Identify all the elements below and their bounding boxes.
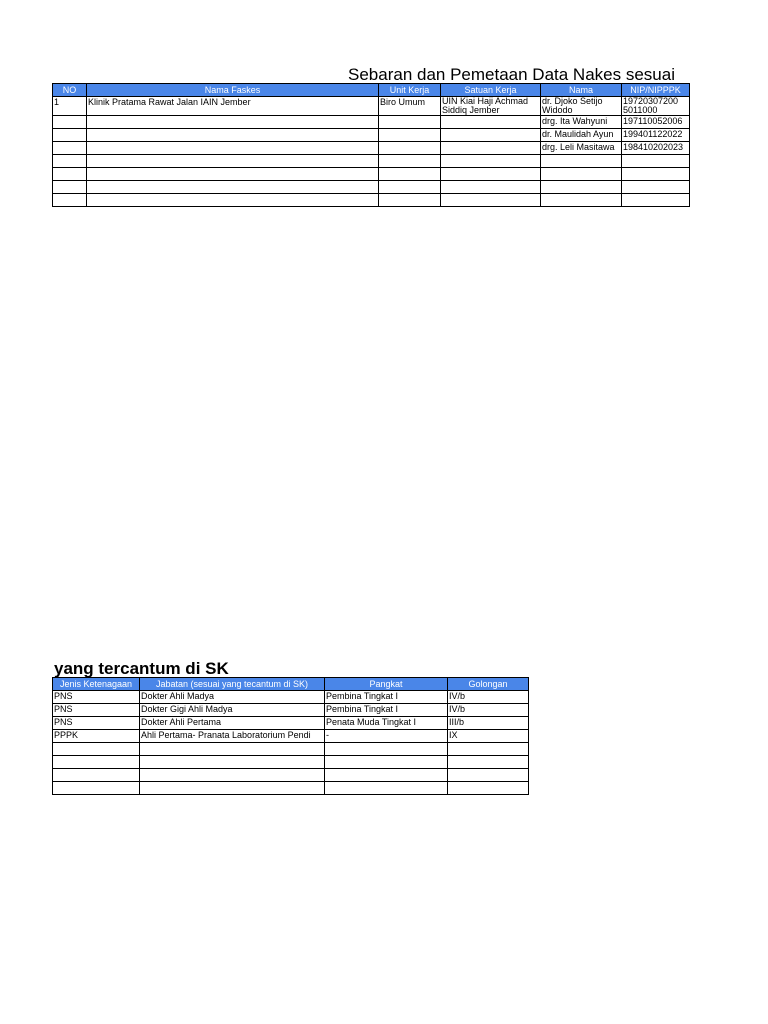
- header-satuan-kerja[interactable]: Satuan Kerja: [441, 84, 541, 97]
- table-cell[interactable]: [53, 155, 87, 168]
- table-cell[interactable]: [379, 181, 441, 194]
- table-row: [53, 168, 690, 181]
- table-cell[interactable]: [87, 168, 379, 181]
- table-cell[interactable]: dr. Djoko Setijo Widodo: [541, 97, 622, 116]
- table-cell[interactable]: IX: [448, 730, 529, 743]
- table-cell[interactable]: [53, 769, 140, 782]
- table-cell[interactable]: [87, 142, 379, 155]
- table-cell[interactable]: UIN Kiai Haji Achmad Siddiq Jember: [441, 97, 541, 116]
- table-cell[interactable]: [541, 168, 622, 181]
- header-nama-faskes[interactable]: Nama Faskes: [87, 84, 379, 97]
- table-cell[interactable]: [53, 743, 140, 756]
- table-cell[interactable]: [325, 769, 448, 782]
- table-cell[interactable]: [53, 756, 140, 769]
- table-header-row: [53, 84, 690, 97]
- table-cell[interactable]: [53, 129, 87, 142]
- table-row: [53, 116, 690, 129]
- table-cell[interactable]: Pembina Tingkat I: [325, 691, 448, 704]
- table-cell[interactable]: [441, 194, 541, 207]
- table-cell[interactable]: [448, 782, 529, 795]
- table-row: [53, 97, 690, 116]
- table-cell[interactable]: PPPK: [53, 730, 140, 743]
- table-cell[interactable]: [441, 142, 541, 155]
- table-cell[interactable]: [87, 116, 379, 129]
- table-cell[interactable]: [53, 142, 87, 155]
- table-header-row: [53, 678, 529, 691]
- table-cell[interactable]: [448, 769, 529, 782]
- table-cell[interactable]: [441, 129, 541, 142]
- table-cell[interactable]: [448, 743, 529, 756]
- table-cell[interactable]: [448, 756, 529, 769]
- table-row: [53, 155, 690, 168]
- table-cell[interactable]: [441, 181, 541, 194]
- table-cell[interactable]: Dokter Ahli Pertama: [140, 717, 325, 730]
- table-row: [53, 743, 529, 756]
- table-cell[interactable]: IV/b: [448, 704, 529, 717]
- table-cell[interactable]: [325, 756, 448, 769]
- table-cell[interactable]: 19720307200 5011000: [622, 97, 690, 116]
- table-cell[interactable]: [53, 194, 87, 207]
- table-cell[interactable]: [379, 168, 441, 181]
- table-cell[interactable]: 197110052006: [622, 116, 690, 129]
- table-cell[interactable]: III/b: [448, 717, 529, 730]
- table-cell[interactable]: [441, 116, 541, 129]
- table-cell[interactable]: [140, 743, 325, 756]
- table-cell[interactable]: 198410202023: [622, 142, 690, 155]
- header-jabatan[interactable]: Jabatan (sesuai yang tecantum di SK): [140, 678, 325, 691]
- table-cell[interactable]: Ahli Pertama- Pranata Laboratorium Pendi: [140, 730, 325, 743]
- header-pangkat[interactable]: Pangkat: [325, 678, 448, 691]
- table-cell[interactable]: [53, 181, 87, 194]
- table-row: [53, 194, 690, 207]
- header-nip[interactable]: NIP/NIPPPK: [622, 84, 690, 97]
- header-jenis-ketenagaan[interactable]: Jenis Ketenagaan: [53, 678, 140, 691]
- table-cell[interactable]: [441, 155, 541, 168]
- table-cell[interactable]: [53, 782, 140, 795]
- table-cell[interactable]: [53, 116, 87, 129]
- table-cell[interactable]: [441, 168, 541, 181]
- table-cell[interactable]: -: [325, 730, 448, 743]
- table-cell[interactable]: [379, 155, 441, 168]
- table-row: [53, 129, 690, 142]
- nakes-table-part-2: [52, 677, 529, 795]
- sheet-title-part-2: yang tercantum di SK: [54, 660, 229, 677]
- table-cell[interactable]: [53, 168, 87, 181]
- table-cell[interactable]: [541, 181, 622, 194]
- table-cell[interactable]: [622, 155, 690, 168]
- table-row: [53, 717, 529, 730]
- table-cell[interactable]: [541, 194, 622, 207]
- table-cell[interactable]: [87, 129, 379, 142]
- table-cell[interactable]: [325, 782, 448, 795]
- table-cell[interactable]: [87, 181, 379, 194]
- table-cell[interactable]: Dokter Gigi Ahli Madya: [140, 704, 325, 717]
- table-cell[interactable]: Penata Muda Tingkat I: [325, 717, 448, 730]
- table-cell[interactable]: [140, 756, 325, 769]
- table-cell[interactable]: 199401122022: [622, 129, 690, 142]
- table-cell[interactable]: [541, 155, 622, 168]
- table-cell[interactable]: [622, 194, 690, 207]
- table-cell[interactable]: 1: [53, 97, 87, 116]
- table-cell[interactable]: [140, 782, 325, 795]
- table-row: [53, 181, 690, 194]
- header-unit-kerja[interactable]: Unit Kerja: [379, 84, 441, 97]
- table-cell[interactable]: [325, 743, 448, 756]
- table-row: [53, 691, 529, 704]
- table-cell[interactable]: [379, 194, 441, 207]
- header-golongan[interactable]: Golongan: [448, 678, 529, 691]
- sheet-title-part-1: Sebaran dan Pemetaan Data Nakes sesuai: [348, 66, 675, 83]
- table-row: [53, 730, 529, 743]
- table-cell[interactable]: Klinik Pratama Rawat Jalan IAIN Jember: [87, 97, 379, 116]
- table-row: [53, 142, 690, 155]
- header-no[interactable]: NO: [53, 84, 87, 97]
- table-cell[interactable]: PNS: [53, 704, 140, 717]
- table-cell[interactable]: [87, 155, 379, 168]
- table-row: [53, 769, 529, 782]
- table-cell[interactable]: Biro Umum: [379, 97, 441, 116]
- header-nama[interactable]: Nama: [541, 84, 622, 97]
- table-cell[interactable]: Pembina Tingkat I: [325, 704, 448, 717]
- table-cell[interactable]: Dokter Ahli Madya: [140, 691, 325, 704]
- table-cell[interactable]: IV/b: [448, 691, 529, 704]
- table-cell[interactable]: [87, 194, 379, 207]
- table-cell[interactable]: PNS: [53, 717, 140, 730]
- table-row: [53, 782, 529, 795]
- table-cell[interactable]: [622, 181, 690, 194]
- table-cell[interactable]: dr. Maulidah Ayun: [541, 129, 622, 142]
- table-cell[interactable]: [379, 142, 441, 155]
- table-cell[interactable]: drg. Ita Wahyuni: [541, 116, 622, 129]
- table-cell[interactable]: [622, 168, 690, 181]
- nakes-table-part-1: [52, 83, 690, 207]
- table-cell[interactable]: [379, 129, 441, 142]
- table-row: [53, 756, 529, 769]
- table-cell[interactable]: [140, 769, 325, 782]
- table-cell[interactable]: drg. Leli Masitawa: [541, 142, 622, 155]
- table-cell[interactable]: [379, 116, 441, 129]
- table-cell[interactable]: PNS: [53, 691, 140, 704]
- table-row: [53, 704, 529, 717]
